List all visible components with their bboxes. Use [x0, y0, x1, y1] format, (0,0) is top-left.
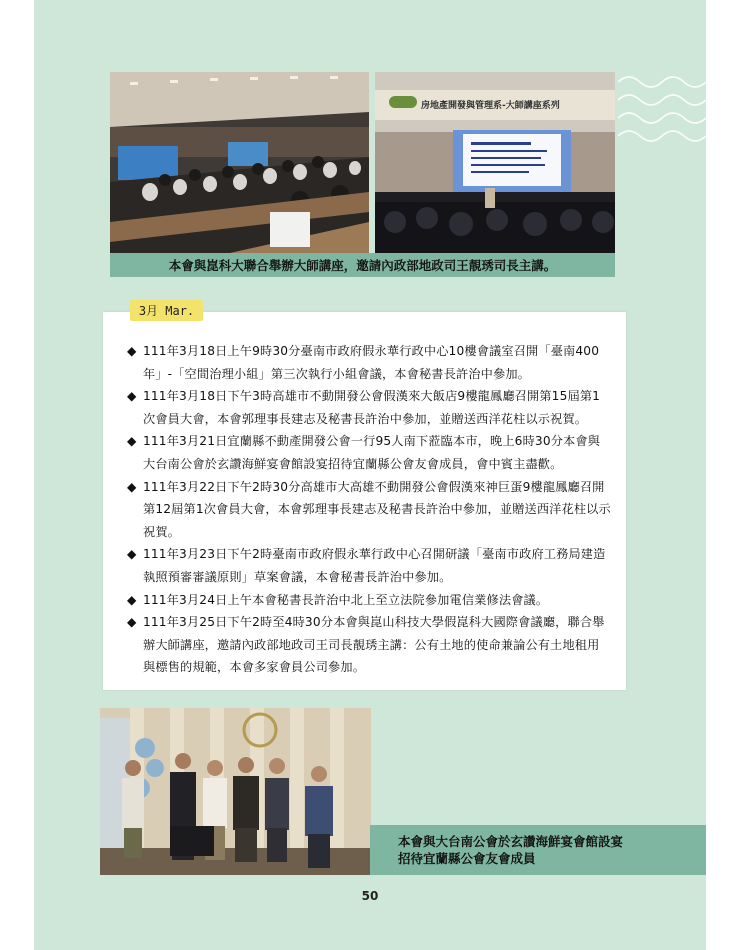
month-tag: 3月 Mar.	[130, 300, 203, 321]
top-photo-caption: 本會與崑科大聯合舉辦大師講座，邀請內政部地政司王靚琇司長主講。	[110, 253, 615, 277]
slide-banner-title: 房地產開發與管理系-大師講座系列	[421, 101, 560, 111]
bullet-icon: ◆	[127, 615, 137, 630]
university-logo	[389, 96, 417, 108]
lecture-hall-photo	[110, 72, 369, 253]
event-text: 111年3月21日宜蘭縣不動產開發公會一行95人南下蒞臨本市，晚上6時30分本會與大台南公會於玄讚海鮮宴會館設宴招待宜蘭縣公會友會成員，會中賓主盡歡。	[143, 434, 601, 471]
speaker-slide-photo	[375, 72, 615, 253]
bullet-icon: ◆	[127, 389, 137, 404]
banquet-photo	[100, 708, 371, 875]
event-text: 111年3月25日下午2時至4時30分本會與崑山科技大學假崑科大國際會議廳，聯合舉辦大師講座，邀請內政部地政司王司長靚琇主講：公有土地的使命兼論公有土地租用與標售的規範，本會多家會員公司參加。	[143, 615, 605, 675]
event-text: 111年3月18日上午9時30分臺南市政府假永華行政中心10樓會議室召開「臺南400年」-「空間治理小組」第三次執行小組會議，本會秘書長許治中參加。	[143, 344, 600, 381]
page-number: 50	[361, 889, 379, 903]
event-entry	[127, 589, 611, 612]
bullet-icon: ◆	[127, 434, 137, 449]
event-entry	[127, 385, 611, 430]
bullet-icon: ◆	[127, 344, 137, 358]
event-list	[127, 340, 611, 679]
event-entry	[127, 340, 611, 385]
bottom-photo-caption	[370, 825, 706, 875]
wave-decoration	[618, 70, 706, 154]
bullet-icon: ◆	[127, 547, 137, 562]
bullet-icon: ◆	[127, 592, 137, 607]
event-text: 111年3月23日下午2時臺南市政府假永華行政中心召開研議「臺南市政府工務局建造執照預審審議原則」草案會議，本會秘書長許治中參加。	[143, 547, 606, 584]
event-entry	[127, 430, 611, 475]
event-entry	[127, 476, 611, 544]
event-text: 111年3月22日下午2時30分高雄市大高雄不動開發公會假漢來神巨蛋9樓龍鳳廳召開第12屆第1次會員大會，本會郭理事長建志及秘書長許治中參加，並贈送西洋花柱以示祝賀。	[143, 479, 611, 539]
event-text: 111年3月18日下午3時高雄市不動開發公會假漢來大飯店9樓龍鳳廳召開第15屆第1次會員大會，本會郭理事長建志及秘書長許治中參加，並贈送西洋花柱以示祝賀。	[143, 389, 601, 426]
bottom-caption-line1: 本會與大台南公會於玄讚海鮮宴會館設宴	[398, 834, 624, 849]
bottom-caption-line2: 招待宜蘭縣公會友會成員	[398, 851, 536, 866]
event-text: 111年3月24日上午本會秘書長許治中北上至立法院參加電信業修法會議。	[143, 592, 549, 607]
event-entry	[127, 611, 611, 679]
event-entry	[127, 543, 611, 588]
bullet-icon: ◆	[127, 479, 137, 494]
